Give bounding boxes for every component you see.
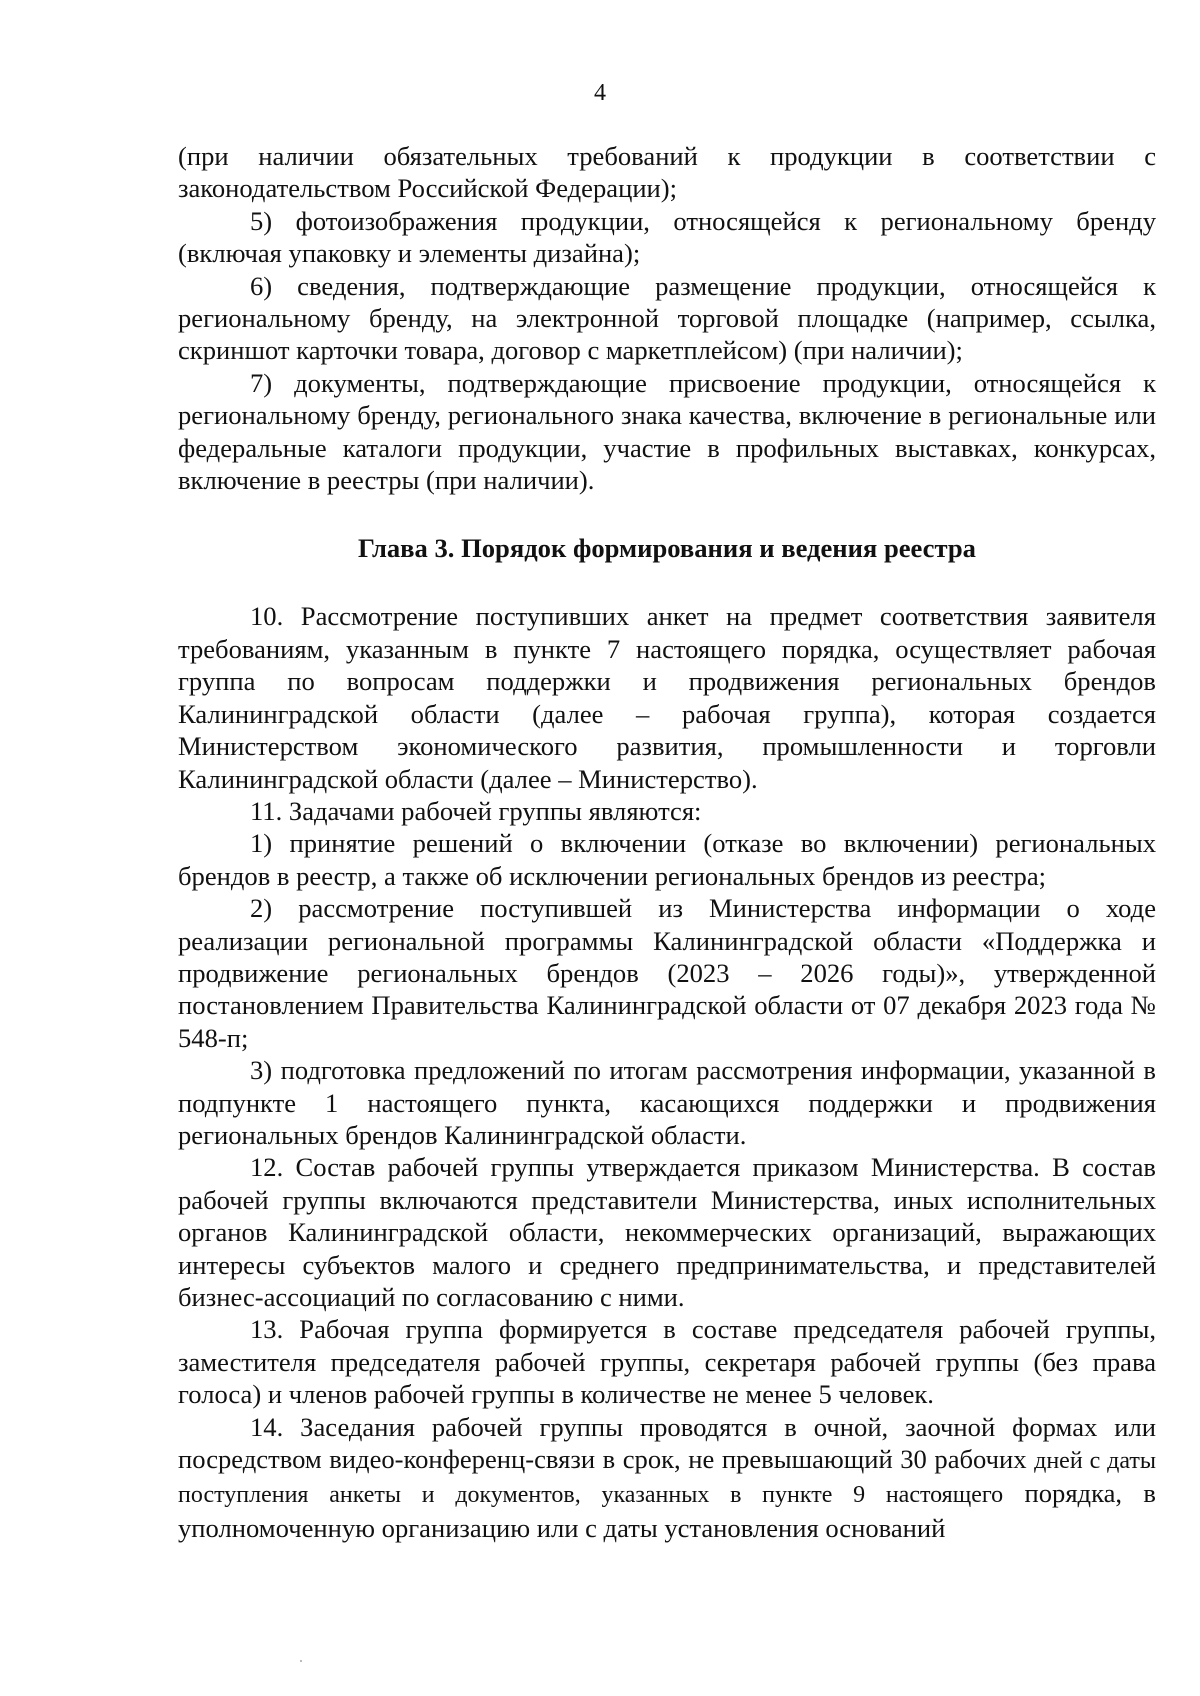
paragraph-13: 13. Рабочая группа формируется в составе председателя рабочей группы, заместителя председателя рабочей группы, секретаря рабочей группы (без права голоса) и членов рабочей группы в количестве не менее 5 человек. [178, 1314, 1156, 1410]
paragraph-10: 10. Рассмотрение поступивших анкет на предмет соответствия заявителя требованиям, указанным в пункте 7 настоящего порядка, осуществляет рабочая группа по вопросам поддержки и продвижения региональных брендов Калининградской области (далее – рабочая группа), которая создается Министерством экономического развития, промышленности и торговли Калининградской области (далее – Министерство). [178, 601, 1156, 794]
paragraph-11: 11. Задачами рабочей группы являются: [250, 795, 702, 826]
paragraph-11-item-3: 3) подготовка предложений по итогам рассмотрения информации, указанной в подпункте 1 настоящего пункта, касающихся поддержки и продвижения региональных брендов Калининградской области. [178, 1055, 1156, 1150]
chapter-heading: Глава 3. Порядок формирования и ведения реестра [358, 533, 976, 564]
page-number: 4 [594, 80, 606, 106]
paragraph-11-item-1: 1) принятие решений о включении (отказе во включении) региональных брендов в реестр, а также об исключении региональных брендов из реестра; [178, 828, 1156, 891]
scan-speck [300, 1660, 302, 1662]
paragraph-item-7: 7) документы, подтверждающие присвоение продукции, относящейся к региональному бренду, регионального знака качества, включение в региональные или федеральные каталоги продукции, участие в профильных выставках, конкурсах, включение в реестры (при наличии). [178, 367, 1156, 496]
paragraph-14 [178, 1411, 1156, 1545]
paragraph-item-6: 6) сведения, подтверждающие размещение продукции, относящейся к региональному бренду, на электронной торговой площадке (например, ссылка, скриншот карточки товара, договор с маркетплейсом) (при наличии); [178, 270, 1156, 366]
paragraph-12: 12. Состав рабочей группы утверждается приказом Министерства. В состав рабочей группы включаются представители Министерства, иных исполнительных органов Калининградской области, некоммерческих организаций, выражающих интересы субъектов малого и среднего предпринимательства, и представителей бизнес-ассоциаций по согласованию с ними. [178, 1152, 1156, 1312]
paragraph-14-part3: порядка, в уполномоченную организацию или с даты установления оснований [178, 1478, 1156, 1543]
paragraph-continuation: (при наличии обязательных требований к продукции в соответствии с законодательством Российской Федерации); [178, 141, 1156, 204]
paragraph-14-part2: дней с даты поступления анкеты и документов, указанных в пункте 9 настоящего [178, 1448, 1156, 1509]
paragraph-item-5: 5) фотоизображения продукции, относящейся к региональному бренду (включая упаковку и элементы дизайна); [178, 205, 1156, 269]
paragraph-11-item-2: 2) рассмотрение поступившей из Министерства информации о ходе реализации региональной программы Калининградской области «Поддержка и продвижение региональных брендов (2023 – 2026 годы)», утвержденной постановлением Правительства Калининградской области от 07 декабря 2023 года № 548-п; [178, 893, 1156, 1053]
paragraph-14-part1: 14. Заседания рабочей группы проводятся в очной, заочной формах или посредством видео-конференц-связи в срок, не превышающий 30 рабочих [178, 1411, 1156, 1475]
document-body [178, 140, 1156, 1544]
